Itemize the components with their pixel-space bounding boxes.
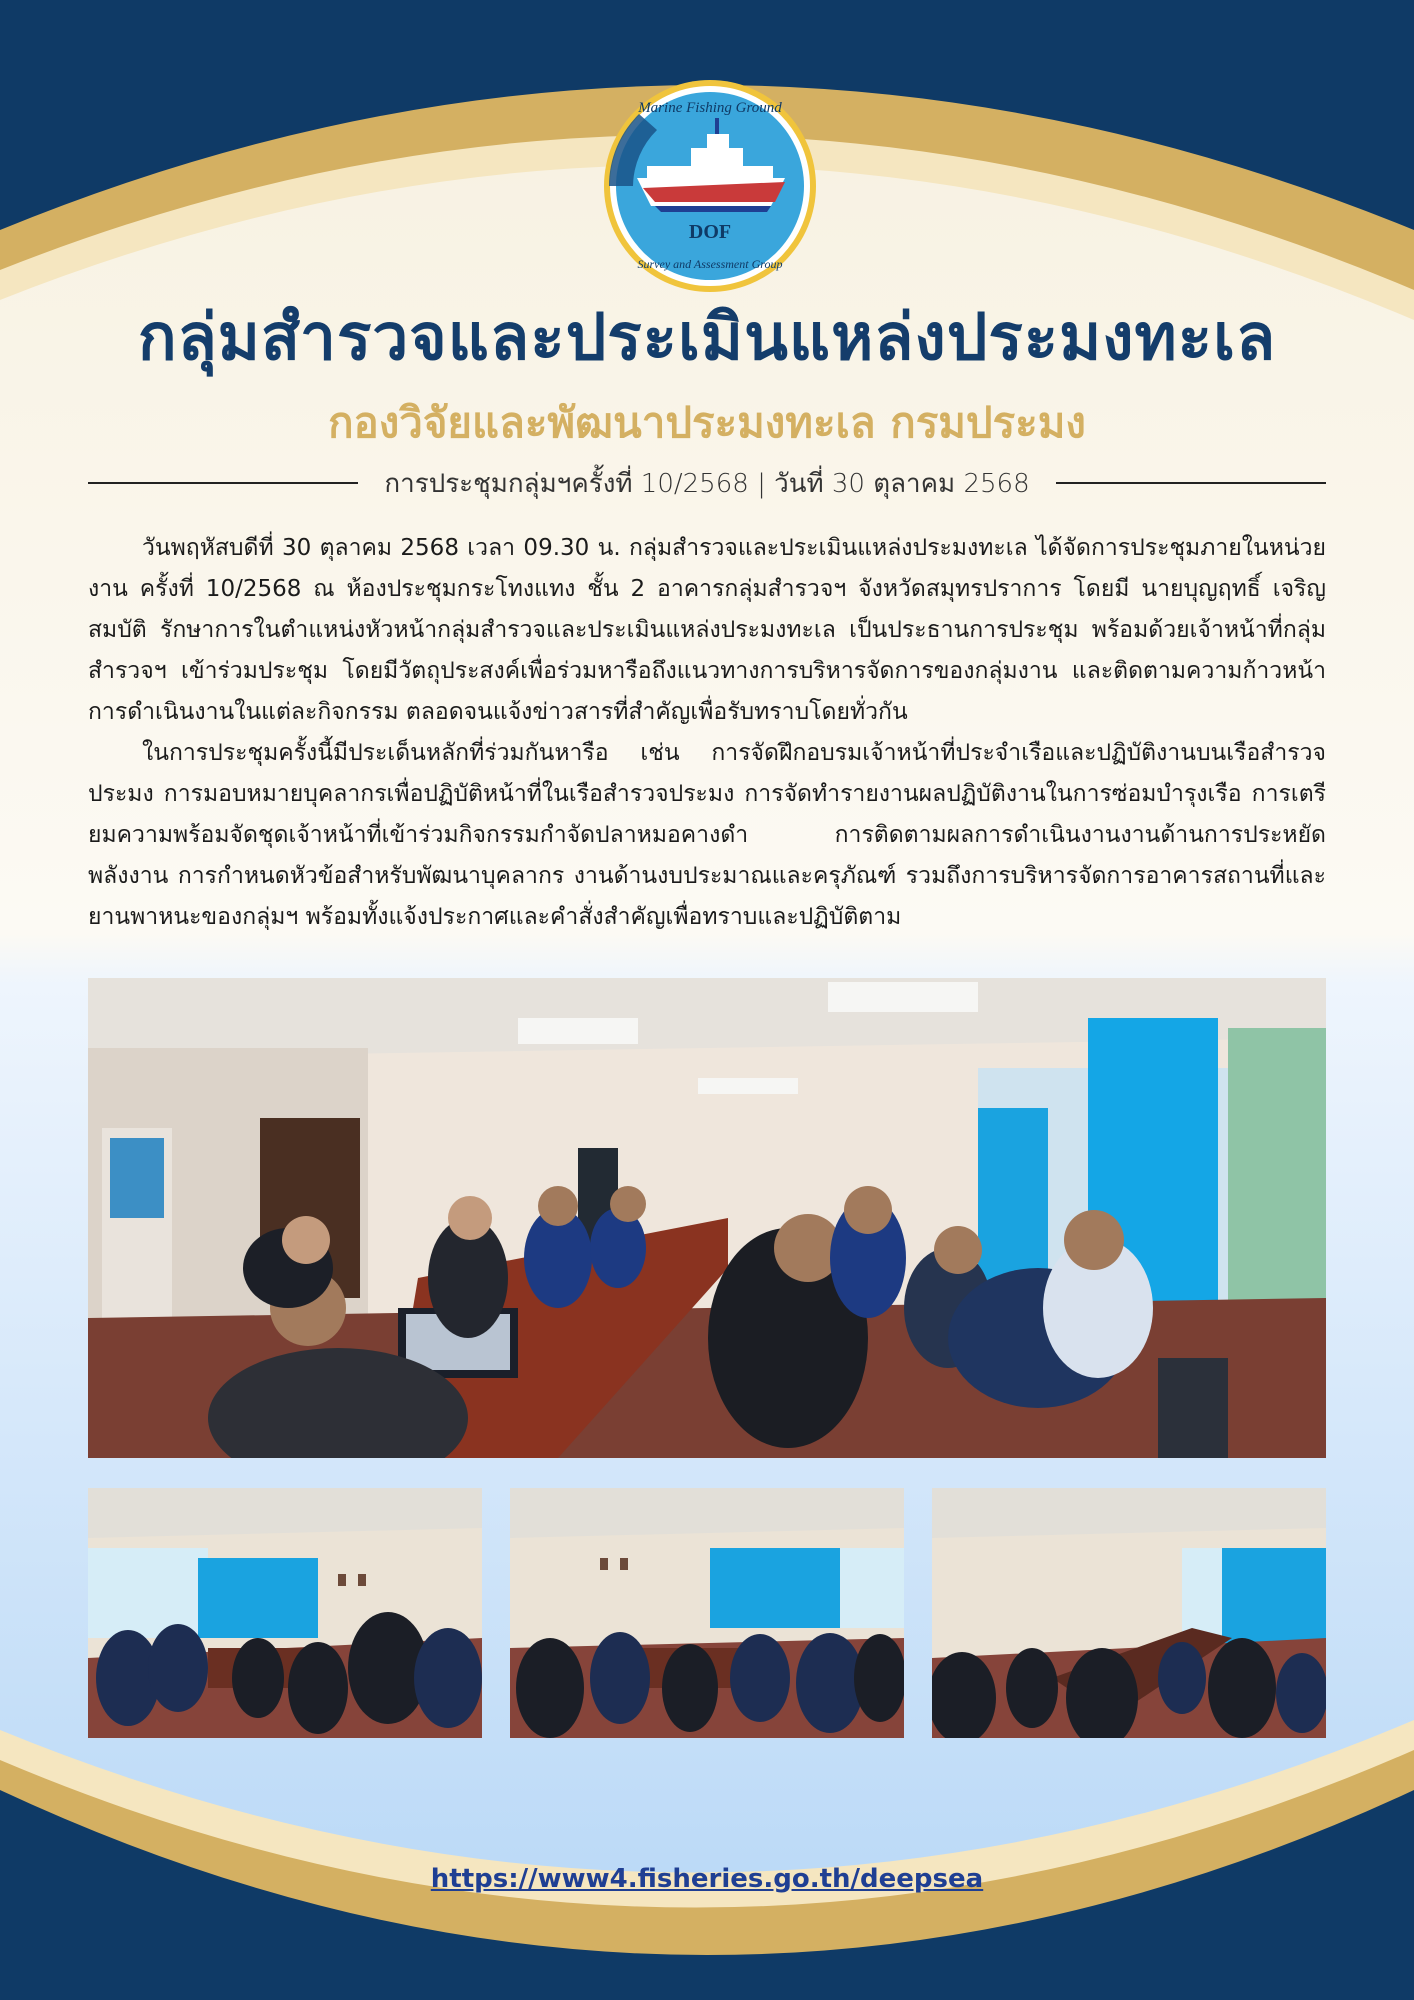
meeting-info: การประชุมกลุ่มฯครั้งที่ 10/2568 | วันที่ 30 ตุลาคม 2568 bbox=[384, 468, 1030, 499]
meeting-photo-2 bbox=[510, 1488, 904, 1738]
meeting-photo-1 bbox=[88, 1488, 482, 1738]
page-subtitle: กองวิจัยและพัฒนาประมงทะเล กรมประมง bbox=[328, 398, 1086, 447]
logo-bottom-text: Survey and Assessment Group bbox=[637, 257, 783, 271]
article-body bbox=[88, 528, 1326, 938]
page-title: กลุ่มสำรวจและประเมินแหล่งประมงทะเล bbox=[137, 301, 1277, 375]
paragraph-2: ในการประชุมครั้งนี้มีประเด็นหลักที่ร่วมกันหารือ เช่น การจัดฝึกอบรมเจ้าหน้าที่ประจำเรือและปฏิบัติงานบนเรือสำรวจประมง การมอบหมายบุคลากรเพื่อปฏิบัติหน้าที่ในเรือสำรวจประมง การจัดทำรายงานผลปฏิบัติงานในการซ่อมบำรุงเรือ การเตรียมความพร้อมจัดชุดเจ้าหน้าที่เข้าร่วมกิจกรรมกำจัดปลาหมอคางดำ การติดตามผลการดำเนินงานงานด้านการประหยัดพลังงาน การกำหนดหัวข้อสำหรับพัฒนาบุคลากร งานด้านงบประมาณและครุภัณฑ์ รวมถึงการบริหารจัดการอาคารสถานที่และยานพาหนะของกลุ่มฯ พร้อมทั้งแจ้งประกาศและคำสั่งสำคัญเพื่อทราบและปฏิบัติตาม bbox=[88, 740, 1326, 930]
dof-logo bbox=[599, 78, 821, 294]
logo-top-text: Marine Fishing Ground bbox=[638, 100, 782, 116]
footer-url bbox=[0, 1864, 1414, 1894]
website-link[interactable]: https://www4.fisheries.go.th/deepsea bbox=[430, 1864, 984, 1894]
paragraph-1: วันพฤหัสบดีที่ 30 ตุลาคม 2568 เวลา 09.30 น. กลุ่มสำรวจและประเมินแหล่งประมงทะเล ได้จัดการประชุมภายในหน่วยงาน ครั้งที่ 10/2568 ณ ห้องประชุมกระโทงแทง ชั้น 2 อาคารกลุ่มสำรวจฯ จังหวัดสมุทรปราการ โดยมี นายบุญฤทธิ์ เจริญสมบัติ รักษาการในตำแหน่งหัวหน้ากลุ่มสำรวจและประเมินแหล่งประมงทะเล เป็นประธานการประชุม พร้อมด้วยเจ้าหน้าที่กลุ่มสำรวจฯ เข้าร่วมประชุม โดยมีวัตถุประสงค์เพื่อร่วมหารือถึงแนวทางการบริหารจัดการของกลุ่มงาน และติดตามความก้าวหน้าการดำเนินงานในแต่ละกิจกรรม ตลอดจนแจ้งข่าวสารที่สำคัญเพื่อรับทราบโดยทั่วกัน bbox=[88, 535, 1326, 725]
logo-center-text: DOF bbox=[688, 221, 732, 243]
meeting-info-row bbox=[88, 462, 1326, 504]
meeting-photo-3 bbox=[932, 1488, 1326, 1738]
divider-right bbox=[1056, 482, 1326, 484]
main-meeting-photo bbox=[88, 978, 1326, 1458]
divider-left bbox=[88, 482, 358, 484]
